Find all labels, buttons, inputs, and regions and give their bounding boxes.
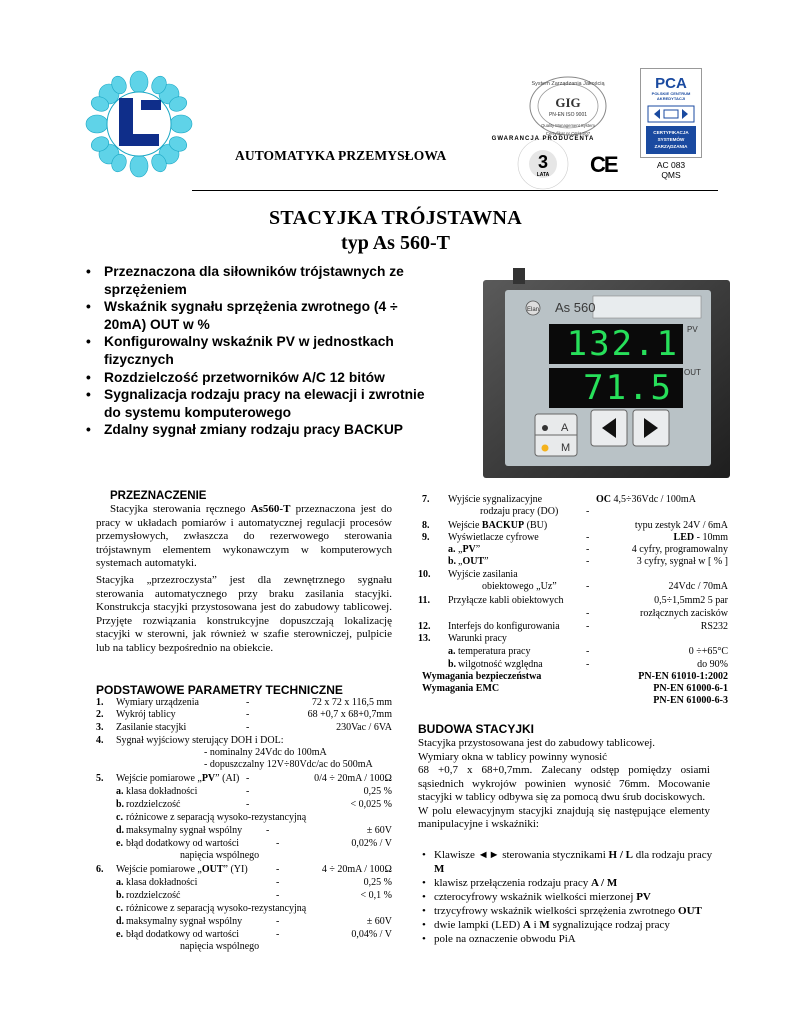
label-part: ”	[484, 556, 489, 567]
param-value: 0 ÷+65°C	[688, 646, 728, 657]
item-bold: ◄►	[477, 849, 500, 861]
param-dash: -	[586, 621, 590, 632]
feature-item: • Sygnalizacja rodzaju pracy na elewacji i zwrotnie do systemu komputerowego	[86, 386, 426, 421]
param-dash: -	[586, 532, 590, 543]
row-number: 4.	[96, 735, 104, 746]
param-dash: -	[586, 581, 590, 592]
param-value: < 0,025 %	[350, 799, 392, 810]
param-sub: - dopuszczalny 12V÷80Vdc/ac do 500mA	[204, 759, 373, 770]
row-number: 1.	[96, 697, 104, 708]
row-number: 5.	[96, 773, 104, 784]
sub-letter: a.	[448, 646, 456, 657]
label-part: BACKUP	[481, 520, 525, 531]
param-label: Wyjście sygnalizacyjne	[448, 494, 543, 505]
gig-name: GIG	[555, 95, 581, 110]
list-item	[418, 848, 718, 876]
pca-code-2: QMS	[661, 170, 681, 180]
param-value: 4 cyfry, programowalny	[631, 544, 728, 555]
item-bold: M	[539, 919, 550, 931]
doc-subtitle: typ As 560-T	[341, 232, 450, 254]
device-photo	[483, 268, 730, 478]
pca-cert-1: CERTYFIKACJA	[653, 130, 689, 135]
guarantee-ring-text: GWARANCJA PRODUCENTA	[491, 136, 595, 142]
sub-letter: a.	[116, 786, 124, 797]
row-number: 8.	[422, 520, 430, 531]
param-value: 0,02% / V	[351, 838, 392, 849]
pca-cert-2: SYSTEMÓW	[657, 137, 685, 142]
param-label: wilgotność względna	[458, 659, 543, 670]
section-heading-przeznaczenie: PRZEZNACZENIE	[110, 490, 207, 502]
device-logo-text: Elan	[526, 307, 540, 313]
param-dash: -	[586, 608, 590, 619]
param-value: 0/4 ÷ 20mA / 100Ω	[314, 773, 392, 784]
param-dash: -	[276, 916, 280, 927]
param-value: 68 +0,7 x 68+0,7mm	[307, 709, 392, 720]
item-text: dwie lampki (LED)	[434, 919, 523, 931]
label-part: „	[458, 556, 463, 567]
label-part: Wejście pomiarowe „	[116, 864, 202, 875]
item-bold: M	[434, 863, 445, 875]
param-value: 0,25 %	[363, 877, 392, 888]
row-number: 9.	[422, 532, 430, 543]
param-label: temperatura pracy	[458, 646, 531, 657]
sub-letter: d.	[116, 825, 125, 836]
param-dash: -	[586, 506, 590, 517]
row-number: 3.	[96, 722, 104, 733]
item-text: trzycyfrowy wskaźnik wielkości sprzężenia zwrotnego	[434, 905, 679, 917]
requirement-value: PN-EN 61000-6-1	[653, 683, 728, 694]
feature-item: • Rozdzielczość przetworników A/C 12 bitów	[86, 369, 426, 387]
param-label	[448, 520, 547, 532]
p1-text: Stacyjka sterowania ręcznego	[110, 503, 251, 515]
param-value: < 0,1 %	[360, 890, 392, 901]
device-btn-m-label: M	[561, 442, 571, 454]
param-value: 0,5÷1,5mm2 5 par	[654, 595, 728, 606]
param-label	[116, 773, 239, 785]
guarantee-badge	[491, 132, 595, 192]
param-dash: -	[246, 799, 250, 810]
param-label: Warunki pracy	[448, 633, 507, 644]
param-value: 0,04% / V	[351, 929, 392, 940]
param-dash: -	[586, 646, 590, 657]
param-value	[674, 532, 728, 544]
header-divider	[192, 190, 718, 191]
param-dash: -	[266, 825, 270, 836]
param-label: Sygnał wyjściowy sterujący DOH i DOL:	[116, 735, 284, 746]
item-bold: PV	[636, 891, 651, 903]
param-value: 72 x 72 x 116,5 mm	[311, 697, 392, 708]
param-dash: -	[246, 709, 250, 720]
param-value	[596, 494, 696, 506]
feature-item: • Wskaźnik sygnału sprzężenia zwrotnego (4 ÷ 20mA) OUT w %	[86, 298, 426, 333]
row-number: 13.	[418, 633, 431, 644]
param-value: 230Vac / 6VA	[336, 722, 392, 733]
param-sub: obiektowego „Uz”	[482, 581, 557, 592]
item-bold: OUT	[678, 905, 702, 917]
pca-sub-1: POLSKIE CENTRUM	[651, 91, 691, 96]
sub-letter: a.	[116, 877, 124, 888]
param-label: Wyświetlacze cyfrowe	[448, 532, 539, 543]
budowa-text	[418, 737, 710, 832]
budowa-paragraph: Wymiary okna w tablicy powinny wynosić	[418, 750, 608, 763]
item-text: sterowania stycznikami	[499, 849, 609, 861]
label-part: PV	[462, 544, 476, 555]
param-value: RS232	[700, 621, 728, 632]
gig-ring-text: System Zarządzania Jakością	[531, 81, 605, 87]
param-dash: -	[586, 659, 590, 670]
param-label	[116, 864, 248, 876]
budowa-paragraph: Stacyjka przystosowana jest do zabudowy tablicowej.	[418, 737, 656, 749]
param-label	[458, 556, 489, 568]
section-heading-budowa: BUDOWA STACYJKI	[418, 722, 535, 736]
sub-letter: b.	[116, 799, 125, 810]
sub-letter: b.	[116, 890, 125, 901]
param-label	[458, 544, 480, 556]
param-value: do 90%	[697, 659, 728, 670]
param-label: Wykrój tablicy	[116, 709, 176, 720]
item-text: dla rodzaju pracy	[632, 849, 713, 861]
param-dash: -	[246, 722, 250, 733]
pca-accreditation-badge	[640, 68, 702, 158]
value-part: LED	[673, 532, 695, 543]
param-label: klasa dokładności	[126, 786, 198, 797]
budowa-paragraph: W polu elewacyjnym stacyjki znajdują się następujące elementy manipulacyjne i wskaźniki:	[418, 804, 710, 830]
sub-letter: d.	[116, 916, 125, 927]
gig-cert-number: Certyfikat nr QS/14/07	[545, 131, 591, 136]
label-part: Wejście pomiarowe „	[116, 773, 202, 784]
sub-letter: c.	[116, 812, 123, 823]
feature-list	[86, 263, 426, 439]
company-logo	[85, 70, 193, 178]
device-brand: As 560	[555, 300, 596, 315]
param-value: typu zestyk 24V / 6mA	[634, 520, 728, 531]
sub-letter: a.	[448, 544, 456, 555]
param-dash: -	[276, 929, 280, 940]
feature-item: • Konfigurowalny wskaźnik PV w jednostkach fizycznych	[86, 333, 426, 368]
param-value: ± 60V	[366, 916, 392, 927]
param-label: rozdzielczość	[126, 890, 181, 901]
item-bold: H / L	[608, 849, 633, 861]
gig-standard: PN-EN ISO 9001	[548, 112, 588, 118]
item-text: pole na oznaczenie obwodu PiA	[434, 933, 576, 945]
pca-code	[640, 160, 702, 180]
param-label: Przyłącze kabli obiektowych	[448, 595, 564, 606]
param-sub: napięcia wspólnego	[180, 850, 260, 861]
param-dash: -	[276, 890, 280, 901]
requirement-value: PN-EN 61000-6-3	[653, 695, 728, 706]
param-dash: -	[586, 544, 590, 555]
list-item	[418, 876, 718, 890]
param-label: błąd dodatkowy od wartości	[126, 929, 240, 940]
sub-letter: b.	[448, 659, 457, 670]
list-item	[418, 904, 718, 918]
param-dash: -	[246, 773, 250, 784]
guarantee-number: 3	[537, 152, 549, 172]
przeznaczenie-paragraph-1	[96, 503, 392, 571]
requirement-value: PN-EN 61010-1:2002	[638, 671, 728, 682]
guarantee-unit: LATA	[536, 172, 550, 178]
param-label: rozdzielczość	[126, 799, 181, 810]
sub-letter: b.	[448, 556, 457, 567]
row-number: 11.	[418, 595, 430, 606]
doc-title: STACYJKA TRÓJSTAWNA	[269, 207, 522, 229]
item-text: sygnalizujące rodzaj pracy	[549, 919, 670, 931]
param-dash: -	[276, 864, 280, 875]
param-label: maksymalny sygnał wspólny	[126, 916, 243, 927]
label-part: ”	[475, 544, 481, 555]
pca-sub-2: AKREDYTACJI	[656, 96, 686, 101]
param-label: błąd dodatkowy od wartości	[126, 838, 240, 849]
list-item	[418, 890, 718, 904]
pca-title: PCA	[655, 75, 687, 92]
list-item	[418, 932, 718, 946]
row-number: 12.	[418, 621, 431, 632]
param-label: różnicowe z separacją wysoko-rezystancyjną	[126, 903, 307, 914]
row-number: 6.	[96, 864, 104, 875]
label-part: ” (YI)	[223, 864, 248, 875]
requirement-label: Wymagania bezpieczeństwa	[422, 671, 542, 682]
label-part: ” (AI)	[215, 773, 240, 784]
przeznaczenie-paragraph-2: Stacyjka „przezroczysta” jest dla zewnętrznego sygnału sterowania automatycznego przy braku zasilania stacyjki. Konstrukcja stacyjki przystosowana jest do zabudowy tablicowej. Przyjęte rozwiązania konstrukcyjne dopuszczają lokalizację stacyjki w sterowni, jak również w szafie sterowniczej, pulpicie lub na tablicy bezpośrednio na obiekcie.	[96, 574, 392, 654]
budowa-elements-list	[418, 848, 718, 946]
out-display: 71.5	[583, 368, 673, 408]
device-btn-a-label: A	[561, 422, 569, 434]
feature-item: • Zdalny sygnał zmiany rodzaju pracy BACKUP	[86, 421, 426, 439]
out-label: OUT	[684, 368, 701, 377]
param-dash: -	[246, 697, 250, 708]
param-label: Zasilanie stacyjki	[116, 722, 187, 733]
item-bold: A / M	[590, 877, 618, 889]
feature-item: • Przeznaczona dla siłowników trójstawnych ze sprzężeniem	[86, 263, 426, 298]
item-text: Klawisze	[434, 849, 478, 861]
param-sub: napięcia wspólnego	[180, 941, 260, 952]
label-part: PV	[201, 773, 216, 784]
pv-display: 132.1	[566, 324, 679, 364]
param-value: ± 60V	[366, 825, 392, 836]
p1-model: As560-T	[250, 503, 291, 515]
param-dash: -	[586, 556, 590, 567]
value-part: - 10mm	[694, 532, 728, 543]
param-value: 3 cyfry, sygnał w [ % ]	[636, 556, 728, 567]
pv-label: PV	[687, 325, 698, 334]
section-heading-params: PODSTAWOWE PARAMETRY TECHNICZNE	[96, 683, 343, 697]
label-part: (BU)	[524, 520, 548, 531]
sub-letter: c.	[116, 903, 123, 914]
item-text: i	[530, 919, 540, 931]
label-part: OUT	[462, 556, 485, 567]
ce-mark: CE	[590, 152, 617, 177]
param-label: klasa dokładności	[126, 877, 198, 888]
item-bold: A	[522, 919, 531, 931]
pca-cert-3: ZARZĄDZANIA	[654, 144, 688, 149]
item-text: czterocyfrowy wskaźnik wielkości mierzonej	[434, 891, 637, 903]
params-table-2	[418, 494, 730, 712]
sub-letter: e.	[116, 838, 123, 849]
p1-text-2: przeznaczona jest do pracy w układach pomiarów i automatycznej regulacji procesów przemysłowych, zwłaszcza do rezerwowego sterowania trójstawnym elementem wykonawczym w komputerowych systemach automatyki.	[96, 503, 392, 569]
param-dash: -	[246, 786, 250, 797]
value-part: 4,5÷36Vdc / 100mA	[611, 494, 696, 505]
param-value: 4 ÷ 20mA / 100Ω	[321, 864, 392, 875]
param-label: Wymiary urządzenia	[116, 697, 199, 708]
params-table	[96, 697, 396, 987]
param-value: 0,25 %	[363, 786, 392, 797]
label-part: Wejście	[448, 520, 482, 531]
param-label: Wyjście zasilania	[448, 569, 518, 580]
list-item	[418, 918, 718, 932]
iso-certificate-badge	[528, 75, 608, 137]
row-number: 7.	[422, 494, 430, 505]
param-value: 24Vdc / 70mA	[668, 581, 728, 592]
param-label: Interfejs do konfigurowania	[448, 621, 560, 632]
param-sub: rodzaju pracy (DO)	[480, 506, 559, 517]
requirement-label: Wymagania EMC	[422, 683, 500, 694]
pca-code-1: AC 083	[656, 160, 686, 170]
row-number: 10.	[418, 569, 431, 580]
label-part: OUT	[201, 864, 224, 875]
label-part: „	[458, 544, 463, 555]
param-value: rozłącznych zacisków	[639, 608, 728, 619]
value-part: OC	[596, 494, 611, 505]
param-sub: - nominalny 24Vdc do 100mA	[204, 747, 327, 758]
param-dash: -	[276, 877, 280, 888]
param-dash: -	[276, 838, 280, 849]
row-number: 2.	[96, 709, 104, 720]
budowa-paragraph: 68 +0,7 x 68+0,7mm. Zalecany odstęp pomiędzy osiami sąsiednich wykrojów powinien wynosić 76mm. Mocowanie stacyjki w tablicy odbywa się za pomocą dwu śrub dociskowych.	[418, 764, 710, 803]
item-text: klawisz przełączenia rodzaju pracy	[434, 877, 591, 889]
sub-letter: e.	[116, 929, 123, 940]
param-label: maksymalny sygnał wspólny	[126, 825, 243, 836]
company-name: AUTOMATYKA PRZEMYSŁOWA	[235, 148, 447, 163]
gig-ring-text-2: Quality Management System	[541, 123, 595, 128]
param-label: różnicowe z separacją wysoko-rezystancyjną	[126, 812, 307, 823]
